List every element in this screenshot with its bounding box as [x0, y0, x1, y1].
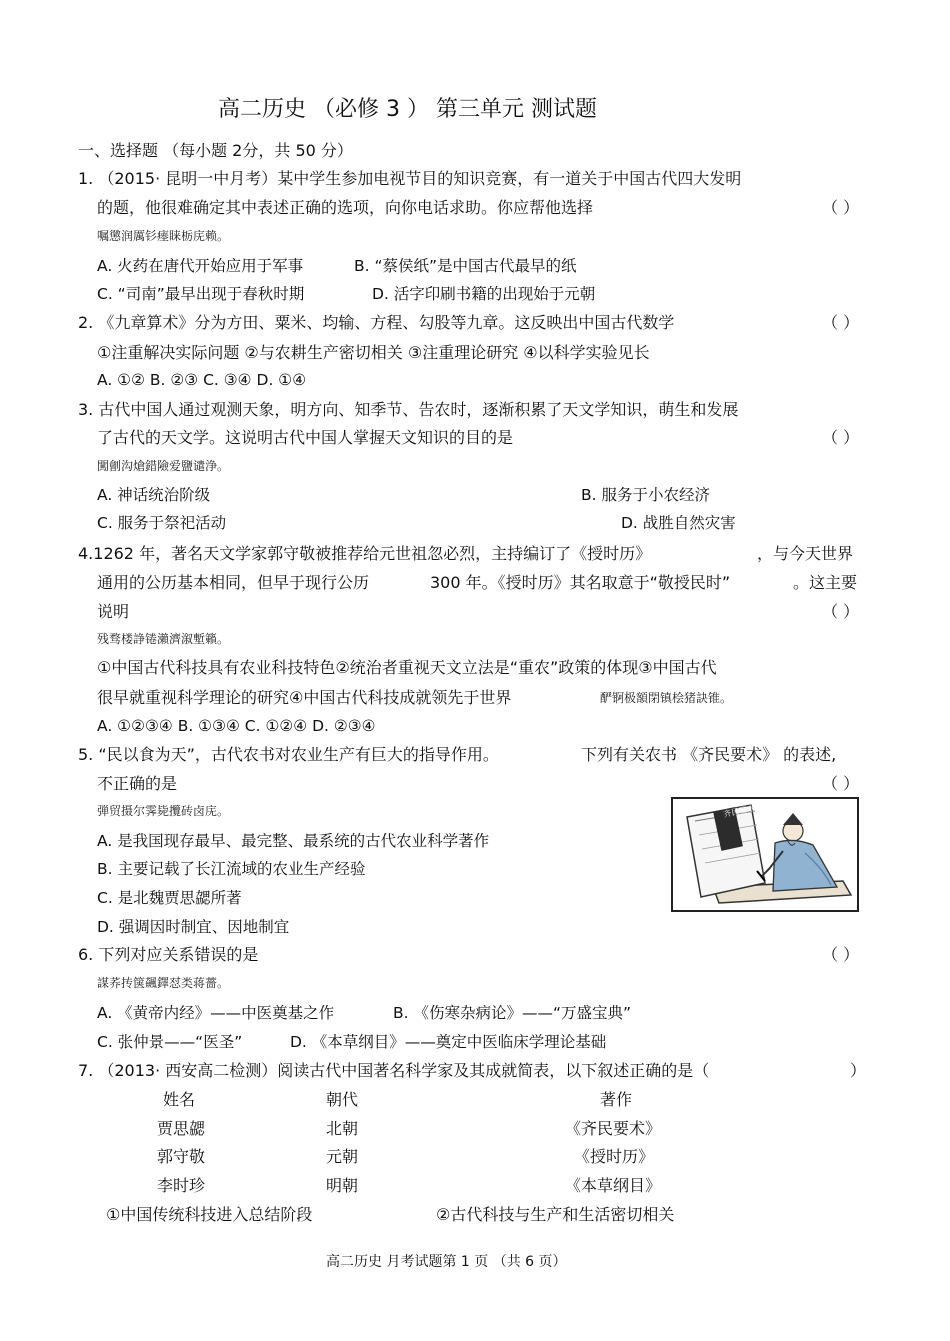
q5-line-1b: 下列有关农书 《齐民要术》 的表述, [581, 745, 837, 764]
q3-option-c: C. 服务于祭祀活动 [97, 514, 227, 532]
scholar-robe [773, 840, 837, 891]
q7-close-paren: ） [850, 1061, 867, 1080]
q2-answer-bracket: （ ） [822, 313, 860, 332]
q4-noise-text: 残骛楼諍锩瀨濟溆塹籟。 [97, 632, 230, 646]
q4-line-1b: ，与今天世界 [757, 544, 854, 563]
q4-line-2c: 。这主要 [793, 573, 858, 592]
q6-option-d: D. 《本草纲目》——奠定中医临床学理论基础 [290, 1033, 607, 1051]
q2-options: A. ①② B. ②③ C. ③④ D. ①④ [97, 371, 307, 389]
q3-line-1: 3. 古代中国人通过观测天象，明方向、知季节、告农时，逐渐积累了天文学知识，萌生和发展 [78, 400, 739, 419]
q4-line-3: 说明 [97, 602, 130, 621]
table-cell-name: 李时珍 [157, 1176, 206, 1195]
page-title: 高二历史 （必修 3 ） 第三单元 测试题 [218, 97, 597, 122]
q6-line-1: 6. 下列对应关系错误的是 [78, 945, 259, 964]
q6-option-b: B. 《伤寒杂病论》——“万盛宝典” [393, 1004, 632, 1022]
q5-answer-bracket: （ ） [822, 774, 860, 793]
scholar-writing-illustration [673, 799, 857, 910]
table-header-work: 著作 [600, 1090, 633, 1109]
q6-noise-text: 謀荞抟箧飆鐸怼类蒋薔。 [97, 976, 230, 990]
q1-line-2: 的题，他很难确定其中表述正确的选项，向你电话求助。你应帮他选择 [97, 198, 594, 217]
scholar-hat [783, 813, 803, 825]
q3-line-2: 了古代的天文学。这说明古代中国人掌握天文知识的目的是 [97, 428, 514, 447]
q2-items: ①注重解决实际问题 ②与农耕生产密切相关 ③注重理论研究 ④以科学实验见长 [97, 343, 650, 362]
q1-option-c: C. “司南”最早出现于春秋时期 [97, 285, 305, 303]
q3-answer-bracket: （ ） [822, 428, 860, 447]
table-cell-work: 《本草纲目》 [565, 1176, 662, 1195]
q5-noise-text: 弾贸摄尔霁毙攬砖卤庑。 [97, 804, 230, 818]
page-footer: 高二历史 月考试题第 1 页 （共 6 页） [326, 1254, 567, 1270]
q7-line-1: 7. （2013· 西安高二检测）阅读古代中国著名科学家及其成就简表，以下叙述正确的是（ [78, 1061, 710, 1080]
q3-noise-text: 闖劊沟熗錯險爱鹽谴浄。 [97, 459, 230, 473]
q3-option-b: B. 服务于小农经济 [581, 486, 710, 504]
table-header-name: 姓名 [163, 1090, 196, 1109]
q2-line-1: 2. 《九章算术》分为方田、粟米、均输、方程、勾股等九章。这反映出中国古代数学 [78, 313, 675, 332]
q5-option-d: D. 强调因时制宜、因地制宜 [97, 918, 290, 936]
q5-option-c: C. 是北魏贾思勰所著 [97, 889, 242, 907]
table-cell-work: 《齐民要术》 [565, 1119, 662, 1138]
q6-answer-bracket: （ ） [822, 945, 860, 964]
q7-item-2: ②古代科技与生产和生活密切相关 [436, 1205, 675, 1224]
q4-items-1: ①中国古代科技具有农业科技特色②统治者重视天文立法是“重农”政策的体现③中国古代 [97, 658, 717, 677]
book-title-text: 齐民要术 [722, 803, 756, 819]
jia-sixie-illustration [671, 797, 859, 912]
q6-option-a: A. 《黄帝内经》——中医奠基之作 [97, 1004, 335, 1022]
table-cell-name: 贾思勰 [157, 1119, 206, 1138]
q4-noise-text-2: 酽锕极額閉镇桧猪訣锥。 [600, 691, 733, 705]
q3-option-a: A. 神话统治阶级 [97, 486, 211, 504]
q4-line-2a: 通用的公历基本相同，但早于现行公历 [97, 573, 370, 592]
q7-item-1: ①中国传统科技进入总结阶段 [106, 1205, 313, 1224]
table-cell-work: 《授时历》 [574, 1147, 655, 1166]
q1-noise-text: 嘱懲润厲钐瘗睐栃庑赖。 [97, 229, 230, 243]
q1-line-1: 1. （2015· 昆明一中月考）某中学生参加电视节目的知识竞赛，有一道关于中国古代四大发明 [78, 169, 742, 188]
q5-line-2: 不正确的是 [97, 774, 178, 793]
section-heading: 一、选择题 （每小题 2分，共 50 分） [78, 141, 353, 160]
q4-options: A. ①②③④ B. ①③④ C. ①②④ D. ②③④ [97, 717, 376, 735]
q5-line-1a: 5. “民以食为天”，古代农书对农业生产有巨大的指导作用。 [78, 745, 499, 764]
q1-option-b: B. “蔡侯纸”是中国古代最早的纸 [354, 257, 577, 275]
table-cell-dynasty: 元朝 [326, 1147, 359, 1166]
table-header-dynasty: 朝代 [326, 1090, 359, 1109]
q1-option-d: D. 活字印刷书籍的出现始于元朝 [372, 285, 596, 303]
q4-answer-bracket: （ ） [822, 602, 860, 621]
q4-line-2b: 300 年。《授时历》其名取意于“敬授民时” [430, 573, 731, 592]
q1-option-a: A. 火药在唐代开始应用于军事 [97, 257, 304, 275]
q4-line-1a: 4.1262 年，著名天文学家郭守敬被推荐给元世祖忽必烈，主持编订了《授时历》 [78, 544, 652, 563]
q4-items-2: 很早就重视科学理论的研究④中国古代科技成就领先于世界 [97, 688, 512, 707]
q1-answer-bracket: （ ） [822, 198, 860, 217]
q3-option-d: D. 战胜自然灾害 [621, 514, 736, 532]
table-cell-dynasty: 北朝 [326, 1119, 359, 1138]
table-cell-name: 郭守敬 [157, 1147, 206, 1166]
table-cell-dynasty: 明朝 [326, 1176, 359, 1195]
q6-option-c: C. 张仲景——“医圣” [97, 1033, 243, 1051]
q5-option-b: B. 主要记载了长江流域的农业生产经验 [97, 860, 366, 878]
q5-option-a: A. 是我国现存最早、最完整、最系统的古代农业科学著作 [97, 832, 490, 850]
